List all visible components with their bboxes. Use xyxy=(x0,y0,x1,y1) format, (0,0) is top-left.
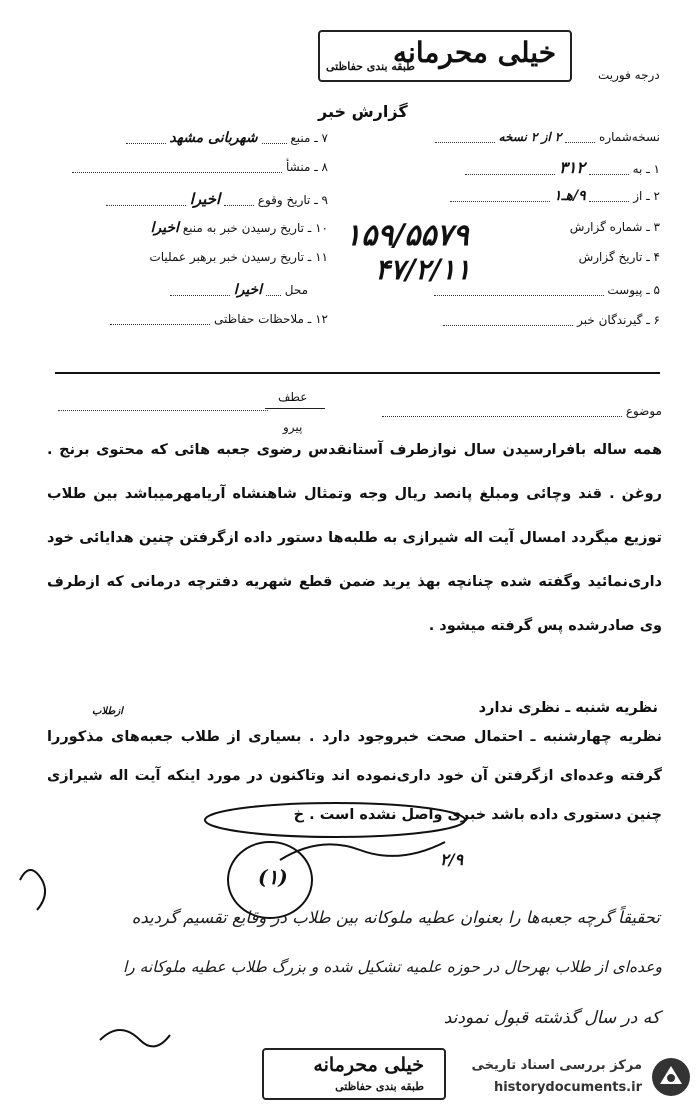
field-label: پیوست xyxy=(607,283,643,297)
field-label: ملاحظات حفاظتی xyxy=(214,312,304,326)
field-label: تاریخ گزارش xyxy=(578,250,643,264)
priority-label: درجه فوریت xyxy=(598,68,660,82)
field-value: ۲ از ۲ نسخه xyxy=(498,130,562,144)
bottom-signature-stroke xyxy=(100,1030,170,1046)
atf-label: عطف xyxy=(278,390,308,404)
handwritten-line-2: وعده‌ای از طلاب بهرحال در حوزه علمیه تشکیل شده و بزرگ طلاب عطیه ملوکانه را xyxy=(122,958,662,976)
field-value: اخیرا xyxy=(233,282,263,298)
report-number-handwritten: ۱۵۹/۵۵۷۹ xyxy=(345,218,469,253)
field-label: شماره گزارش xyxy=(569,220,643,234)
bottom-stamp xyxy=(262,1048,446,1100)
field-label: منبع xyxy=(290,131,311,145)
field-from: ۲ ـ از ۹/هـ۱ xyxy=(450,188,660,204)
field-value: ۹/هـ۱ xyxy=(553,188,586,204)
report-date-handwritten: ۴۷/۲/۱۱ xyxy=(375,253,471,286)
watermark-logo-icon xyxy=(650,1056,692,1098)
peyro-label: پیرو xyxy=(283,420,303,434)
field-attachment: ۵ ـ پیوست xyxy=(434,283,660,297)
field-source: ۷ ـ منبع شهربانی مشهد xyxy=(126,130,328,146)
field-origin: ۸ ـ منشأ xyxy=(72,160,328,174)
field-label: به xyxy=(632,162,643,176)
field-recipients: ۶ ـ گیرندگان خبر xyxy=(443,313,660,327)
field-report-number: ۳ ـ شماره گزارش xyxy=(569,220,660,234)
bottom-classification-label: طبقه بندی حفاظتی xyxy=(335,1080,424,1093)
field-label: تاریخ رسیدن خبر برهبر عملیات xyxy=(149,250,304,264)
margin-note: ازطلاب xyxy=(92,706,123,717)
encircled-number: (۱) xyxy=(258,865,288,889)
watermark-org: مرکز بررسی اسناد تاریخی xyxy=(471,1058,642,1073)
bottom-stamp-text: خیلی محرمانه xyxy=(313,1054,424,1076)
report-title: گزارش خبر xyxy=(318,102,408,121)
watermark xyxy=(462,1050,700,1106)
field-label: نسخه‌شماره xyxy=(599,130,660,144)
field-value: شهربانی مشهد xyxy=(169,130,258,146)
field-label: گیرندگان خبر xyxy=(577,313,643,327)
field-arrival-to-source: ۱۰ ـ تاریخ رسیدن خبر به منبع اخیرا xyxy=(150,220,328,236)
field-arrival-to-leader: ۱۱ ـ تاریخ رسیدن خبر برهبر عملیات xyxy=(149,250,328,264)
watermark-url: historydocuments.ir xyxy=(493,1080,642,1095)
signature-number: ۲/۹ xyxy=(440,850,464,869)
field-occurrence-date: ۹ ـ تاریخ وقوع اخیرا xyxy=(106,190,328,208)
field-label: از xyxy=(633,189,643,203)
field-value: ۳۱۲ xyxy=(559,158,585,177)
margin-scribble xyxy=(20,870,45,910)
handwritten-line-1: تحقیقاً گرچه جعبه‌ها را بعنوان عطیه ملوکانه بین طلاب در وقایع تقسیم گردیده xyxy=(131,908,660,927)
opinion-saturday: نظریه شنبه ـ نظری ندارد xyxy=(478,700,658,716)
field-value: اخیرا xyxy=(150,220,179,236)
field-label: منشأ xyxy=(285,160,311,174)
field-report-date: ۴ ـ تاریخ گزارش xyxy=(578,250,660,264)
opinion-wednesday: نظریه چهارشنبه ـ احتمال صحت خبروجود دارد . بسیاری از طلاب جعبه‌های مذکوررا گرفته وعده‌ای ازگرفتن آن خود داری‌نموده اند وتاکنون در مورد اینکه آیت اله شیرازی چنین دستوری داده باشد خبری واصل نشده است . خ xyxy=(47,729,662,823)
classification-label: طبقه بندی حفاظتی xyxy=(326,60,415,73)
field-to: ۱ ـ به ۳۱۲ xyxy=(465,158,660,177)
field-label: تاریخ رسیدن خبر به منبع xyxy=(182,221,304,235)
priority-stamp-text: خیلی محرمانه xyxy=(393,36,556,69)
field-label: محل xyxy=(284,283,308,297)
body-paragraph: همه ساله بافرارسیدن سال نوازطرف آستانقدس رضوی جعبه هائی که محتوی برنج . روغن . قند وچائی ومبلغ پانصد ریال وجه وتمثال شاهنشاه آریامهرمیباشد بین طلاب توزیع میگردد امسال آیت اله شیرازی به طلبه‌ها دستور داده ازگرفتن چنین هدایائی خود داری‌نمائید وگفته شده چنانچه بهذ یرید ضمن قطع شهریه دفترچه درمانی که ازطرف وی صادرشده پس گرفته میشود . xyxy=(47,442,662,634)
encircled-phrase xyxy=(205,803,465,837)
subject-label: موضوع xyxy=(625,404,662,418)
field-value: اخیرا xyxy=(189,190,221,208)
field-label: تاریخ وقوع xyxy=(257,193,311,207)
field-security-notes: ۱۲ ـ ملاحظات حفاظتی xyxy=(110,312,328,326)
handwritten-line-3: که در سال گذشته قبول نمودند xyxy=(443,1008,660,1028)
